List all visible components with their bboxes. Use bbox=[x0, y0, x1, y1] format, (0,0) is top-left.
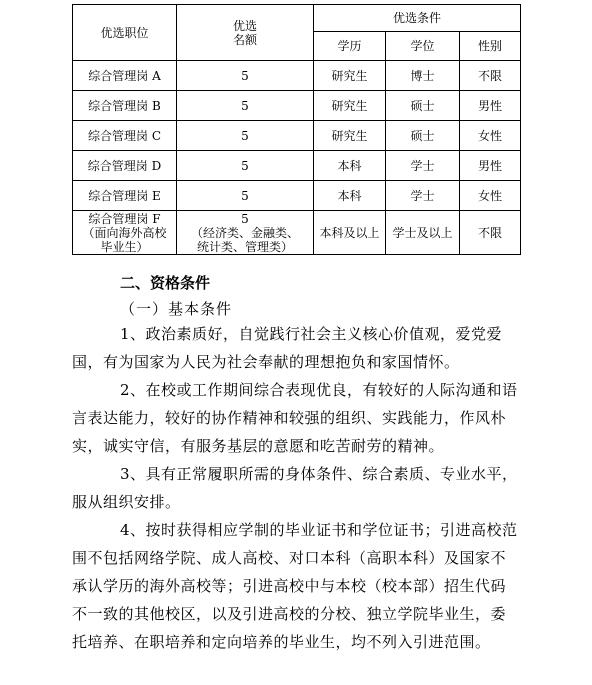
cell-education: 本科 bbox=[314, 151, 386, 181]
header-gender: 性别 bbox=[460, 32, 521, 61]
header-position: 优选职位 bbox=[73, 5, 177, 61]
cell-quota: 5 bbox=[177, 181, 314, 211]
subsection-title: （一）基本条件 bbox=[120, 300, 233, 318]
table-row bbox=[73, 91, 521, 121]
cell-education: 研究生 bbox=[314, 121, 386, 151]
cell-education: 本科及以上 bbox=[314, 211, 386, 255]
cell-degree: 学士 bbox=[386, 181, 460, 211]
positions-table bbox=[72, 4, 521, 255]
cell-quota: 5 bbox=[177, 121, 314, 151]
paragraph-2: 2、在校或工作期间综合表现优良，有较好的人际沟通和语言表达能力，较好的协作精神和较强的组织、实践能力，作风朴实，诚实守信，有服务基层的意愿和吃苦耐劳的精神。 bbox=[72, 381, 518, 455]
cell-quota: 5 bbox=[177, 151, 314, 181]
paragraph-3: 3、具有正常履职所需的身体条件、综合素质、专业水平，服从组织安排。 bbox=[72, 465, 518, 511]
header-degree: 学位 bbox=[386, 32, 460, 61]
cell-position: 综合管理岗 A bbox=[73, 61, 177, 91]
cell-position: 综合管理岗 B bbox=[73, 91, 177, 121]
paragraph-1: 1、政治素质好，自觉践行社会主义核心价值观，爱党爱国，有为国家为人民为社会奉献的理想抱负和家国情怀。 bbox=[72, 325, 503, 371]
table-row bbox=[73, 151, 521, 181]
cell-quota: 5 （经济类、金融类、 统计类、管理类） bbox=[177, 211, 314, 255]
table-row bbox=[73, 61, 521, 91]
cell-education: 本科 bbox=[314, 181, 386, 211]
cell-degree: 学士及以上 bbox=[386, 211, 460, 255]
cell-position: 综合管理岗 C bbox=[73, 121, 177, 151]
header-quota: 优选 名额 bbox=[177, 5, 314, 61]
cell-degree: 博士 bbox=[386, 61, 460, 91]
table-row bbox=[73, 211, 521, 255]
cell-education: 研究生 bbox=[314, 61, 386, 91]
paragraph-4: 4、按时获得相应学制的毕业证书和学位证书；引进高校范围不包括网络学院、成人高校、对口本科（高职本科）及国家不承认学历的海外高校等；引进高校中与本校（校本部）招生代码不一致的其他校区，以及引进高校的分校、独立学院毕业生，委托培养、在职培养和定向培养的毕业生，均不列入引进范围。 bbox=[72, 521, 518, 651]
cell-degree: 硕士 bbox=[386, 91, 460, 121]
cell-education: 研究生 bbox=[314, 91, 386, 121]
cell-position: 综合管理岗 F （面向海外高校 毕业生） bbox=[73, 211, 177, 255]
header-education: 学历 bbox=[314, 32, 386, 61]
cell-degree: 学士 bbox=[386, 151, 460, 181]
cell-position: 综合管理岗 E bbox=[73, 181, 177, 211]
cell-gender: 女性 bbox=[460, 121, 521, 151]
cell-gender: 不限 bbox=[460, 61, 521, 91]
cell-gender: 不限 bbox=[460, 211, 521, 255]
cell-quota: 5 bbox=[177, 61, 314, 91]
header-conditions: 优选条件 bbox=[314, 5, 521, 32]
section-title: 二、资格条件 bbox=[120, 274, 211, 292]
table-row bbox=[73, 121, 521, 151]
table-row bbox=[73, 181, 521, 211]
cell-degree: 硕士 bbox=[386, 121, 460, 151]
cell-gender: 男性 bbox=[460, 91, 521, 121]
cell-quota: 5 bbox=[177, 91, 314, 121]
cell-gender: 女性 bbox=[460, 181, 521, 211]
cell-position: 综合管理岗 D bbox=[73, 151, 177, 181]
cell-gender: 男性 bbox=[460, 151, 521, 181]
